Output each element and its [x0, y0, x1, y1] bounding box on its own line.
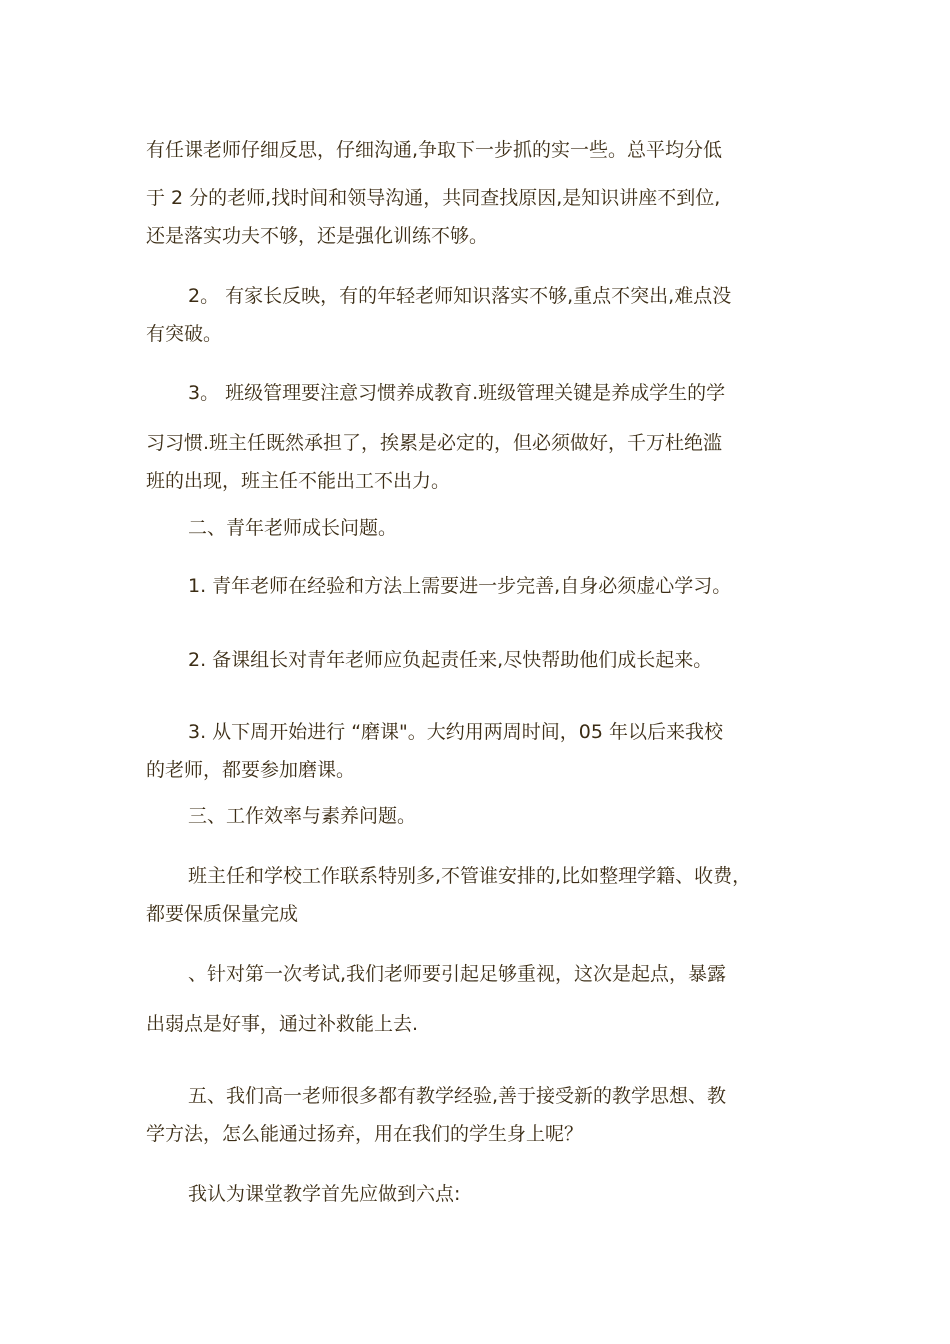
text-line: 五、我们高一老师很多都有教学经验,善于接受新的教学思想、教 [188, 1085, 727, 1107]
text-line: 学方法，怎么能通过扬弃，用在我们的学生身上呢？ [146, 1123, 584, 1145]
section-heading: 二、青年老师成长问题。 [188, 517, 398, 539]
text-line: 出弱点是好事，通过补救能上去. [146, 1013, 419, 1035]
text-line: 3。 班级管理要注意习惯养成教育.班级管理关键是养成学生的学 [188, 382, 726, 404]
text-line: 班的出现，班主任不能出工不出力。 [146, 470, 451, 492]
text-line: 班主任和学校工作联系特别多,不管谁安排的,比如整理学籍、收费， [188, 865, 752, 887]
section-heading: 三、工作效率与素养问题。 [188, 805, 417, 827]
text-line: 3. 从下周开始进行 “磨课"。大约用两周时间，05 年以后来我校 [188, 721, 724, 743]
text-line: 还是落实功夫不够，还是强化训练不够。 [146, 225, 489, 247]
text-line: 2。 有家长反映，有的年轻老师知识落实不够,重点不突出,难点没 [188, 285, 732, 307]
text-line: 2. 备课组长对青年老师应负起责任来,尽快帮助他们成长起来。 [188, 649, 713, 671]
text-line: 有任课老师仔细反思，仔细沟通,争取下一步抓的实一些。总平均分低 [146, 139, 723, 161]
text-line: 习习惯.班主任既然承担了，挨累是必定的，但必须做好，千万杜绝滥 [146, 432, 723, 454]
text-line: 于 2 分的老师,找时间和领导沟通，共同查找原因,是知识讲座不到位, [146, 187, 721, 209]
text-line: 都要保质保量完成 [146, 903, 299, 925]
text-line: 我认为课堂教学首先应做到六点: [188, 1183, 461, 1205]
text-line: 1. 青年老师在经验和方法上需要进一步完善,自身必须虚心学习。 [188, 575, 732, 597]
text-line: 、针对第一次考试,我们老师要引起足够重视，这次是起点，暴露 [188, 963, 727, 985]
text-line: 有突破。 [146, 323, 223, 345]
text-line: 的老师，都要参加磨课。 [146, 759, 356, 781]
